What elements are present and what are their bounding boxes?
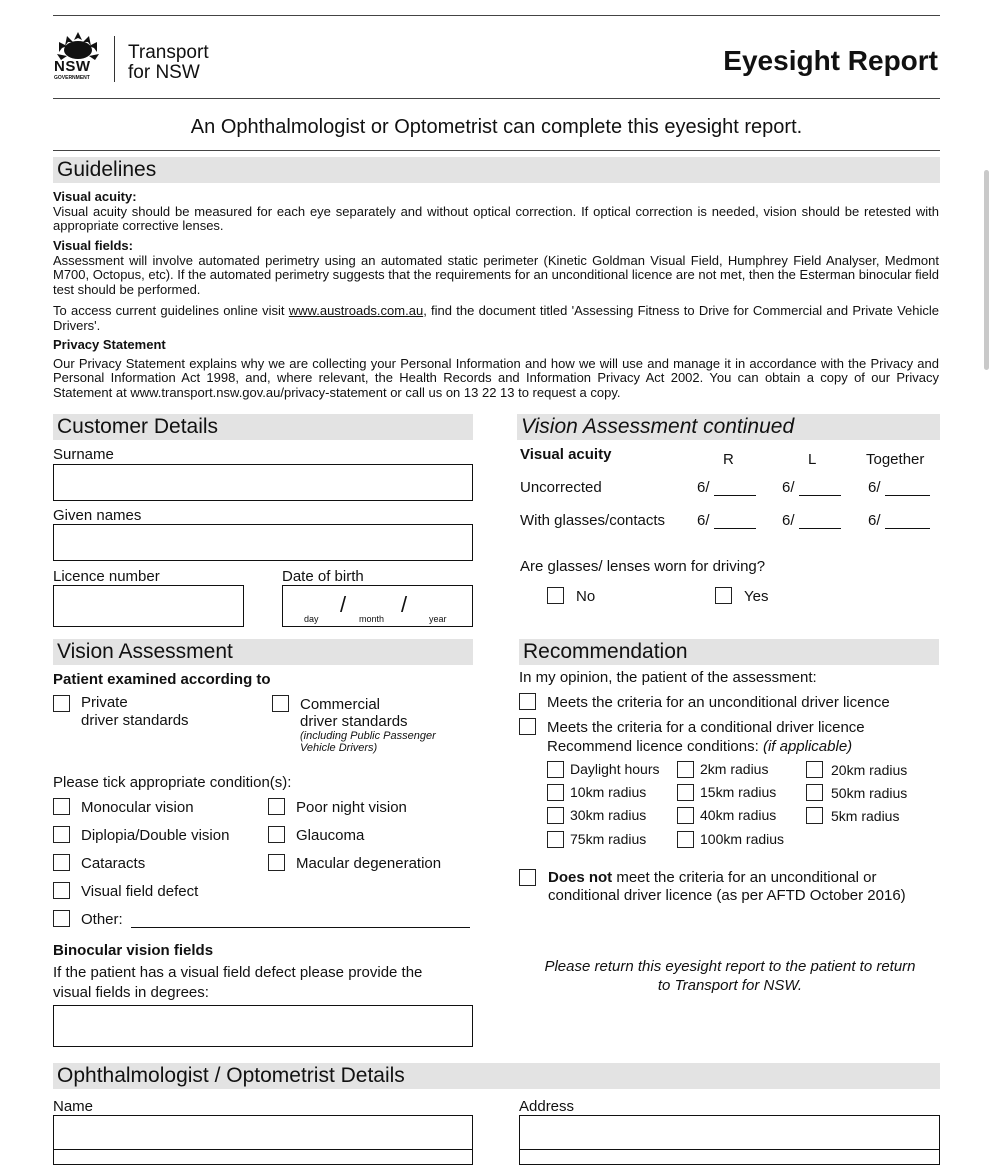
practitioner-name-input[interactable] — [53, 1115, 473, 1165]
uncorrected-label: Uncorrected — [520, 479, 602, 496]
30km-radius-label: 30km radius — [570, 807, 647, 823]
scrollbar-thumb[interactable] — [984, 170, 989, 370]
austroads-link[interactable]: www.austroads.com.au — [288, 303, 424, 318]
glasses-r-prefix: 6/ — [697, 512, 710, 529]
top-rule — [53, 15, 940, 16]
glasses-question: Are glasses/ lenses worn for driving? — [520, 558, 766, 575]
other-condition-label: Other: — [81, 911, 123, 928]
glasses-together-field[interactable] — [868, 512, 930, 529]
access-guideline — [53, 304, 939, 333]
does-not-meet-checkbox[interactable] — [519, 869, 536, 886]
20km-radius-label: 20km radius — [831, 762, 908, 778]
uncorrected-r-prefix: 6/ — [697, 479, 710, 496]
logo-divider — [114, 36, 115, 82]
logo-government-text: GOVERNMENT — [54, 75, 90, 81]
uncorrected-l-prefix: 6/ — [782, 479, 795, 496]
cataracts-label: Cataracts — [81, 855, 146, 872]
glasses-together-prefix: 6/ — [868, 512, 881, 529]
visual-acuity-label: Visual acuity — [520, 446, 612, 463]
other-condition-checkbox[interactable] — [53, 910, 70, 927]
100km-radius-label: 100km radius — [700, 831, 785, 847]
commercial-note-1: (including Public Passenger — [300, 730, 436, 742]
uncorrected-together-prefix: 6/ — [868, 479, 881, 496]
5km-radius-label: 5km radius — [831, 808, 900, 824]
tick-conditions-label: Please tick appropriate condition(s): — [53, 774, 292, 791]
with-glasses-label: With glasses/contacts — [520, 512, 666, 529]
privacy-text: Our Privacy Statement explains why we are collecting your Personal Information and how we will use and manage it in accordance with the Privacy and Personal Information Act 1998, and, where relevant, the Health Records and Information Privacy Act 2002. You can obtain a copy of our Privacy Statement at www.transport.nsw.gov.au/privacy-statement or call us on 13 22 13 to request a copy. — [53, 355, 939, 400]
name-input-divider — [54, 1149, 472, 1150]
75km-radius-checkbox[interactable] — [547, 831, 564, 848]
10km-radius-label: 10km radius — [570, 784, 647, 800]
2km-radius-checkbox[interactable] — [677, 761, 694, 778]
col-r-label: R — [723, 451, 734, 468]
commercial-standards-checkbox[interactable] — [272, 695, 289, 712]
subtitle-rule — [53, 150, 940, 151]
binocular-heading: Binocular vision fields — [53, 942, 214, 959]
diplopia-label: Diplopia/Double vision — [81, 827, 230, 844]
visual-acuity-heading: Visual acuity: — [53, 189, 137, 204]
glasses-no-label: No — [576, 588, 596, 605]
15km-radius-label: 15km radius — [700, 784, 777, 800]
does-not-meet-line2: conditional driver licence (as per AFTD October 2016) — [548, 887, 906, 904]
recommendation-heading: Recommendation — [519, 639, 939, 665]
poor-night-vision-checkbox[interactable] — [268, 798, 285, 815]
privacy-heading: Privacy Statement — [53, 337, 166, 352]
does-not-rest: meet the criteria for an unconditional or — [612, 869, 877, 886]
private-label-1: Private — [81, 694, 128, 711]
10km-radius-checkbox[interactable] — [547, 784, 564, 801]
2km-radius-label: 2km radius — [700, 761, 769, 777]
col-l-label: L — [808, 451, 817, 468]
does-not-meet-line1 — [548, 869, 876, 886]
uncorrected-l-field[interactable] — [782, 479, 841, 496]
does-not-bold: Does not — [548, 869, 613, 886]
recommend-conditions-label — [547, 738, 852, 755]
logo-for-nsw: for NSW — [128, 62, 200, 83]
macular-degeneration-checkbox[interactable] — [268, 854, 285, 871]
glasses-l-prefix: 6/ — [782, 512, 795, 529]
other-condition-line[interactable] — [131, 927, 470, 928]
50km-radius-label: 50km radius — [831, 785, 908, 801]
glaucoma-label: Glaucoma — [296, 827, 365, 844]
address-input-divider — [520, 1149, 939, 1150]
dob-day-label: day — [304, 614, 319, 624]
document-subtitle: An Ophthalmologist or Optometrist can complete this eyesight report. — [190, 116, 803, 138]
commercial-note-2: Vehicle Drivers) — [300, 742, 378, 754]
40km-radius-checkbox[interactable] — [677, 807, 694, 824]
nsw-logo — [53, 30, 103, 82]
document-title: Eyesight Report — [723, 45, 938, 76]
private-label-2: driver standards — [81, 712, 189, 729]
15km-radius-checkbox[interactable] — [677, 784, 694, 801]
dob-slash-1: / — [340, 592, 347, 617]
licence-number-label: Licence number — [53, 568, 160, 585]
visual-field-defect-label: Visual field defect — [81, 883, 199, 900]
vision-continued-heading: Vision Assessment continued — [517, 414, 940, 440]
diplopia-checkbox[interactable] — [53, 826, 70, 843]
commercial-label-1: Commercial — [300, 696, 381, 713]
glasses-l-field[interactable] — [782, 512, 841, 529]
return-instruction-1: Please return this eyesight report to the patient to return — [544, 958, 916, 975]
conditional-label: Meets the criteria for a conditional driver licence — [547, 719, 865, 736]
visual-acuity-guideline — [53, 190, 939, 234]
poor-night-vision-label: Poor night vision — [296, 799, 407, 816]
glasses-yes-checkbox[interactable] — [715, 587, 732, 604]
75km-radius-label: 75km radius — [570, 831, 647, 847]
cataracts-checkbox[interactable] — [53, 854, 70, 871]
vision-assessment-heading: Vision Assessment — [53, 639, 473, 665]
practitioner-address-input[interactable] — [519, 1115, 940, 1165]
practitioner-name-label: Name — [53, 1098, 94, 1115]
examined-label: Patient examined according to — [53, 671, 271, 688]
monocular-vision-checkbox[interactable] — [53, 798, 70, 815]
dob-slash-2: / — [401, 592, 408, 617]
100km-radius-checkbox[interactable] — [677, 831, 694, 848]
30km-radius-checkbox[interactable] — [547, 807, 564, 824]
surname-label: Surname — [53, 446, 114, 463]
glasses-yes-label: Yes — [744, 588, 769, 605]
opinion-label: In my opinion, the patient of the assessment: — [519, 669, 817, 686]
binocular-text-1: If the patient has a visual field defect please provide the — [53, 964, 423, 981]
visual-fields-text: Assessment will involve automated perimetry using an automated static perimeter (Kinetic Goldman Visual Field, Humphrey Field Analyser, Medmont M700, Octopus, etc). If the automated perimetry suggests that the requirements for an unconditional licence are not met, then the Esterman binocular field test should be performed. — [53, 252, 939, 297]
uncorrected-r-field[interactable] — [697, 479, 756, 496]
visual-fields-guideline — [53, 239, 939, 297]
customer-details-heading: Customer Details — [53, 414, 473, 440]
dob-month-label: month — [359, 614, 385, 624]
practitioner-address-label: Address — [519, 1098, 575, 1115]
50km-radius-checkbox[interactable] — [806, 784, 823, 801]
binocular-fields-input[interactable] — [53, 1005, 473, 1047]
visual-acuity-text: Visual acuity should be measured for each eye separately and without optical correction. If optical correction is needed, vision should be retested with appropriate corrective lenses. — [53, 203, 939, 233]
uncorrected-together-field[interactable] — [868, 479, 930, 496]
dob-label: Date of birth — [282, 568, 364, 585]
conditional-checkbox[interactable] — [519, 718, 536, 735]
licence-number-input[interactable] — [53, 585, 244, 627]
logo-nsw-text: NSW — [54, 58, 91, 75]
daylight-hours-label: Daylight hours — [570, 761, 660, 777]
guidelines-heading: Guidelines — [53, 157, 940, 183]
logo-transport: Transport — [128, 42, 209, 63]
surname-input[interactable] — [53, 464, 473, 501]
given-names-label: Given names — [53, 507, 142, 524]
practitioner-heading: Ophthalmologist / Optometrist Details — [53, 1063, 940, 1089]
access-text-after: , find the document titled 'Assessing Fitness to Drive for Commercial and Private Vehicle Drivers'. — [53, 303, 940, 333]
daylight-hours-checkbox[interactable] — [547, 761, 564, 778]
privacy-guideline — [53, 338, 939, 400]
5km-radius-checkbox[interactable] — [806, 807, 823, 824]
binocular-text-2: visual fields in degrees: — [53, 984, 209, 1001]
macular-degeneration-label: Macular degeneration — [296, 855, 442, 872]
40km-radius-label: 40km radius — [700, 807, 777, 823]
visual-fields-heading: Visual fields: — [53, 238, 133, 253]
recommend-text: Recommend licence conditions: — [547, 738, 759, 755]
glaucoma-checkbox[interactable] — [268, 826, 285, 843]
return-instruction-2: to Transport for NSW. — [657, 977, 803, 994]
monocular-vision-label: Monocular vision — [81, 799, 194, 816]
header-rule — [53, 98, 940, 99]
private-standards-checkbox[interactable] — [53, 695, 70, 712]
given-names-input[interactable] — [53, 524, 473, 561]
unconditional-checkbox[interactable] — [519, 693, 536, 710]
unconditional-label: Meets the criteria for an unconditional driver licence — [547, 694, 890, 711]
visual-field-defect-checkbox[interactable] — [53, 882, 70, 899]
glasses-no-checkbox[interactable] — [547, 587, 564, 604]
dob-year-label: year — [429, 614, 447, 624]
access-text-before: To access current guidelines online visit — [53, 303, 289, 318]
glasses-r-field[interactable] — [697, 512, 756, 529]
col-together-label: Together — [866, 451, 925, 468]
commercial-label-2: driver standards — [300, 713, 408, 730]
dob-input[interactable] — [282, 585, 473, 627]
20km-radius-checkbox[interactable] — [806, 761, 823, 778]
if-applicable-text: (if applicable) — [762, 738, 853, 755]
